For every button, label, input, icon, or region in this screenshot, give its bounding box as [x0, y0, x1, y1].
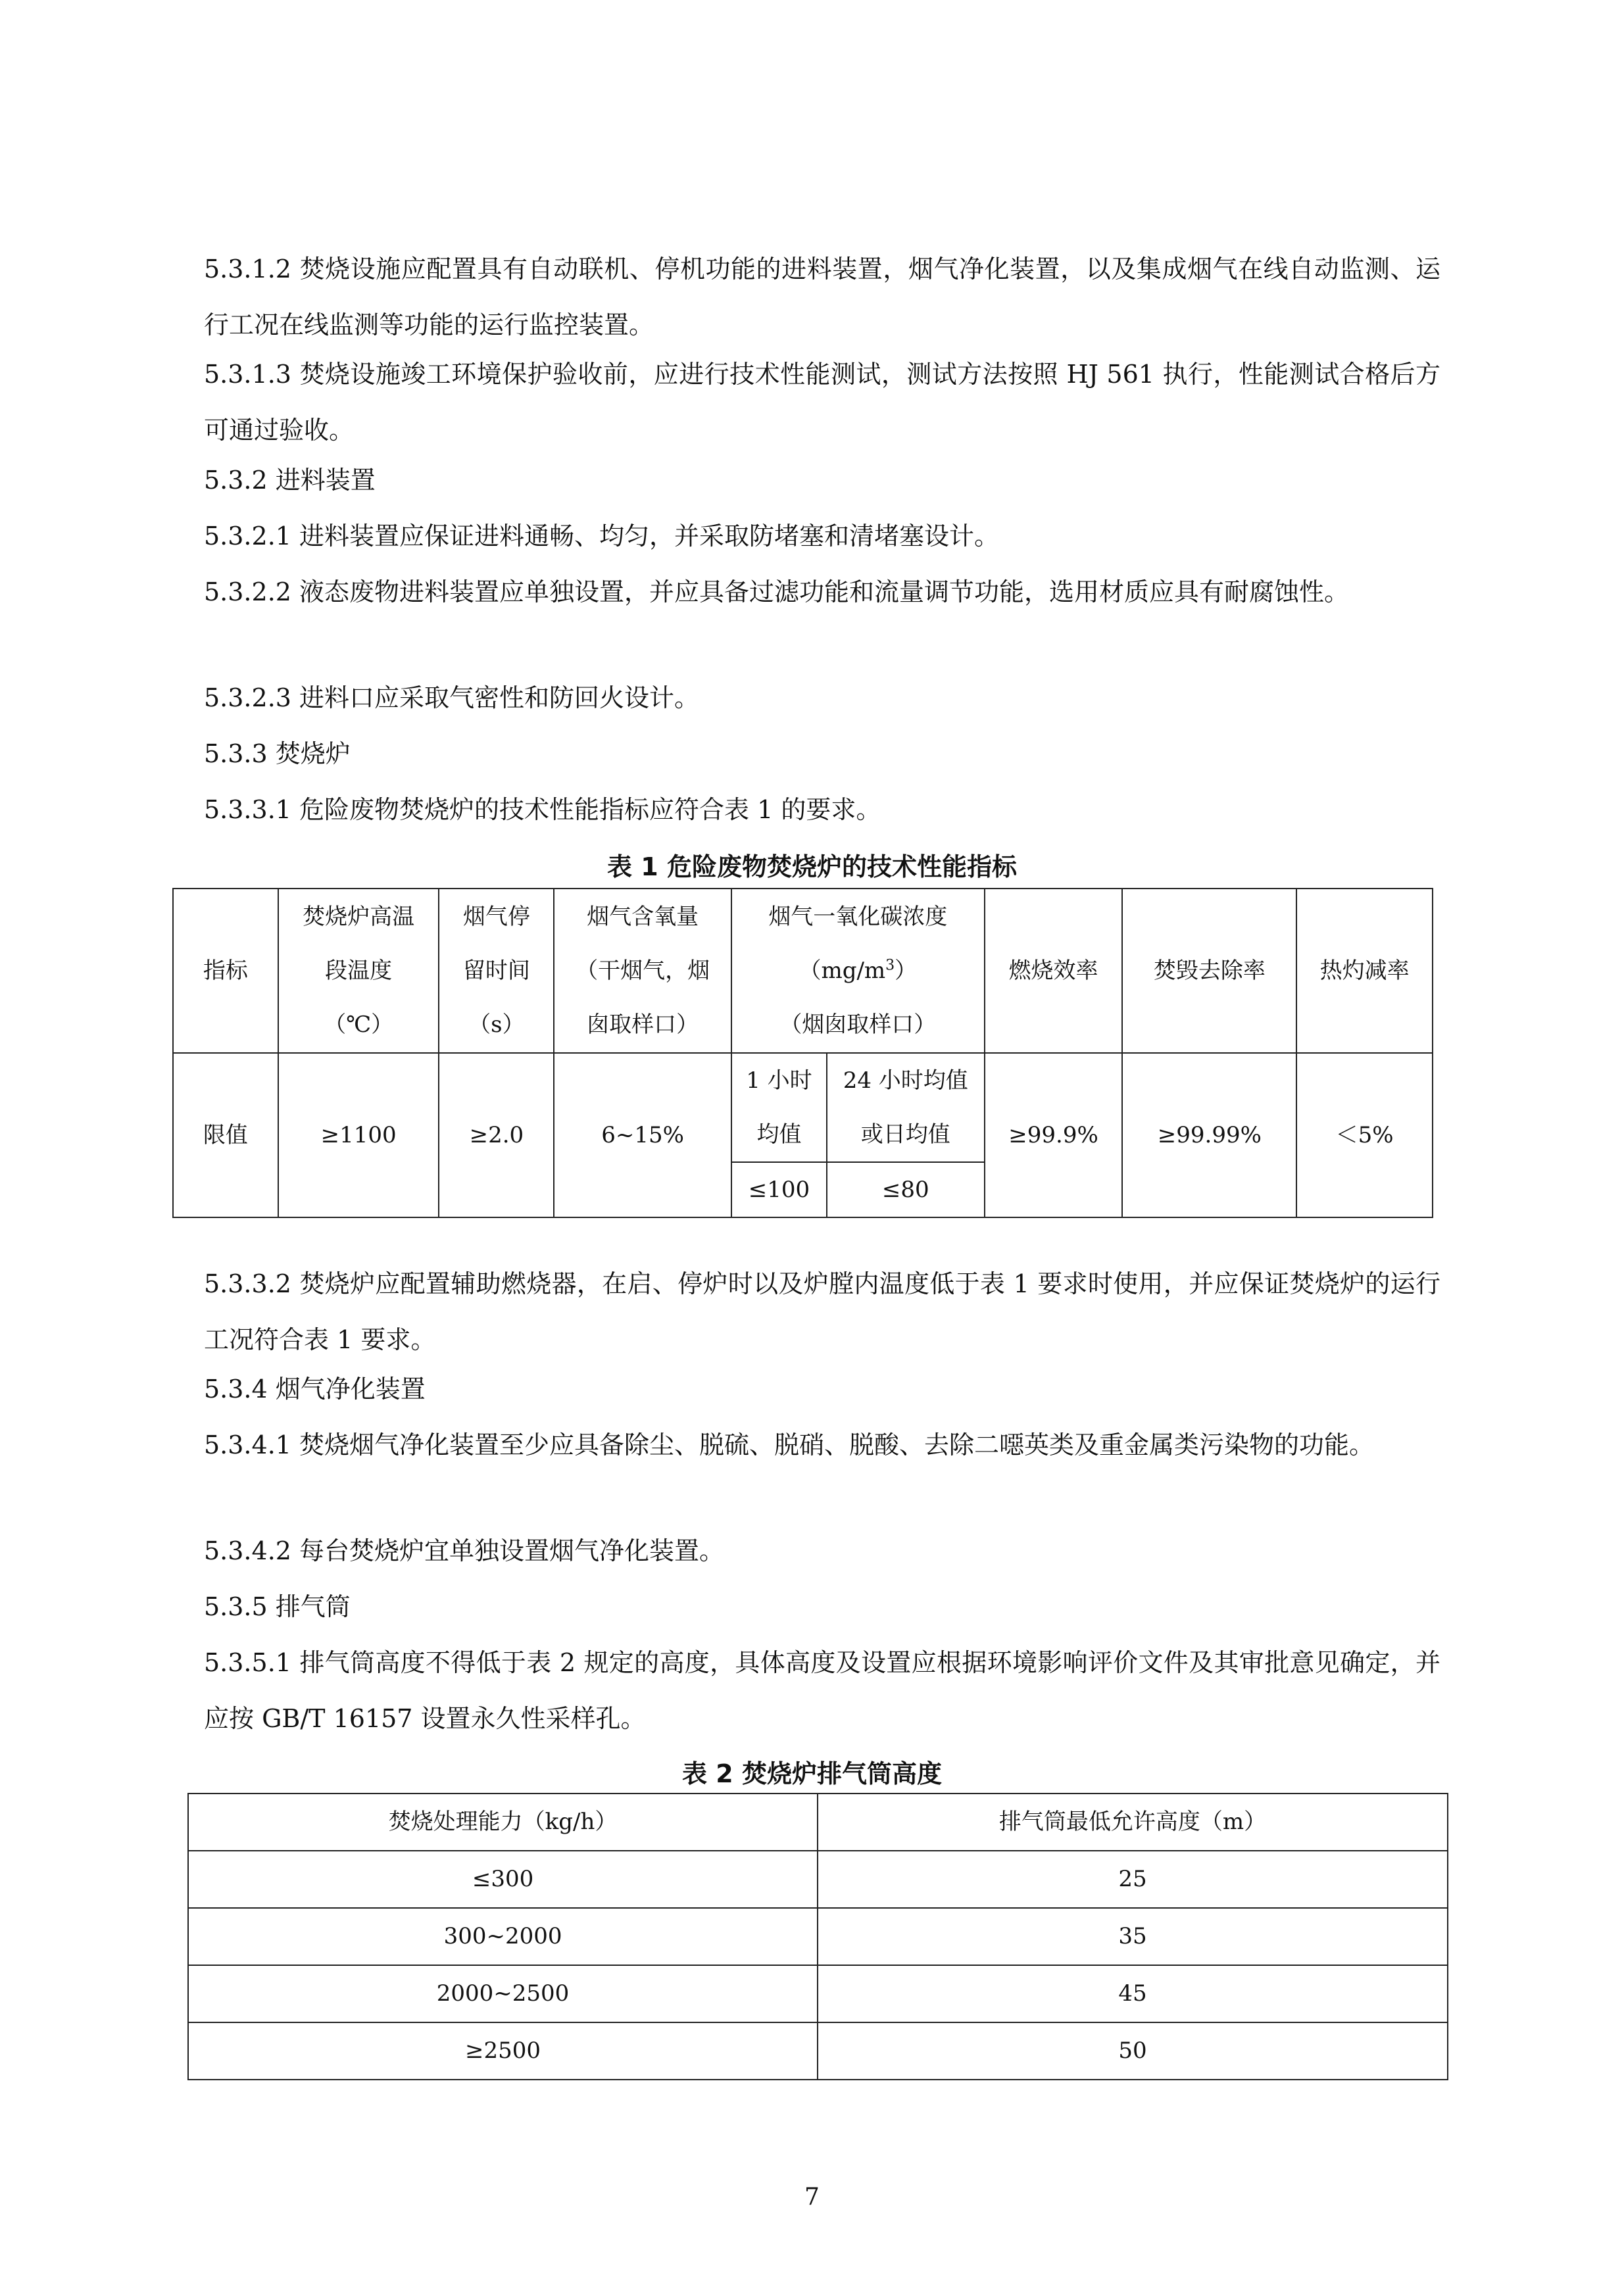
value-residence-time: ≥2.0 [439, 1053, 554, 1217]
header-temperature-line1: 焚烧炉高温 [303, 904, 415, 930]
header-capacity: 焚烧处理能力（kg/h） [188, 1794, 818, 1851]
heading-5-3-2: 5.3.2 进料装置 [204, 466, 376, 495]
table2-caption: 表 2 焚烧炉排气筒高度 [682, 1759, 942, 1788]
heading-5-3-3: 5.3.3 焚烧炉 [204, 739, 351, 768]
header-co-unit: （mg/m [799, 958, 886, 984]
header-oxygen-line1: 烟气含氧量 [587, 904, 699, 930]
capacity-cell: 300~2000 [188, 1908, 818, 1965]
paragraph-5-3-5-1: 5.3.5.1 排气筒高度不得低于表 2 规定的高度，具体高度及设置应根据环境影响评价文件及其审批意见确定，并应按 GB/T 16157 设置永久性采样孔。 [204, 1648, 1440, 1733]
value-combustion-efficiency: ≥99.9% [985, 1053, 1123, 1217]
paragraph-5-3-2-3: 5.3.2.3 进料口应采取气密性和防回火设计。 [204, 683, 700, 712]
subheader-1h-line1: 1 小时 [746, 1067, 812, 1094]
header-oxygen-line2: （干烟气，烟 [576, 958, 710, 984]
header-min-height: 排气筒最低允许高度（m） [818, 1794, 1448, 1851]
header-residence-time [439, 889, 554, 1053]
paragraph-5-3-4-1: 5.3.4.1 焚烧烟气净化装置至少应具备除尘、脱硫、脱硝、脱酸、去除二噁英类及重金属类污染物的功能。 [204, 1430, 1375, 1459]
paragraph-5-3-4-2: 5.3.4.2 每台焚烧炉宜单独设置烟气净化装置。 [204, 1536, 725, 1565]
table-row [188, 2022, 1448, 2080]
paragraph-5-3-3-1: 5.3.3.1 危险废物焚烧炉的技术性能指标应符合表 1 的要求。 [204, 795, 881, 824]
paragraph-5-3-3-2: 5.3.3.2 焚烧炉应配置辅助燃烧器，在启、停炉时以及炉膛内温度低于表 1 要求时使用，并应保证焚烧炉的运行工况符合表 1 要求。 [204, 1269, 1440, 1354]
table1-limit-row [173, 1053, 1433, 1162]
table1-caption: 表 1 危险废物焚烧炉的技术性能指标 [607, 852, 1017, 881]
table2-header-row [188, 1794, 1448, 1851]
value-destruction-removal: ≥99.99% [1122, 1053, 1296, 1217]
header-loss-on-ignition: 热灼减率 [1296, 889, 1433, 1053]
header-temperature-line3: （℃） [324, 1012, 394, 1038]
header-time-line1: 烟气停 [462, 904, 530, 930]
header-time-line3: （s） [468, 1012, 525, 1038]
height-cell: 25 [818, 1851, 1448, 1908]
row-label-limit: 限值 [173, 1053, 278, 1217]
capacity-cell: ≤300 [188, 1851, 818, 1908]
value-co-24h: ≤80 [827, 1162, 985, 1217]
height-cell: 35 [818, 1908, 1448, 1965]
heading-5-3-4: 5.3.4 烟气净化装置 [204, 1375, 426, 1404]
table-row [188, 1908, 1448, 1965]
subheader-1h-average [731, 1053, 827, 1162]
paragraph-5-3-2-2: 5.3.2.2 液态废物进料装置应单独设置，并应具备过滤功能和流量调节功能，选用材质应具有耐腐蚀性。 [204, 577, 1350, 606]
subheader-24h-line2: 或日均值 [860, 1121, 950, 1148]
subheader-24h-line1: 24 小时均值 [843, 1067, 968, 1094]
header-co-concentration [731, 889, 985, 1053]
height-cell: 45 [818, 1965, 1448, 2022]
header-time-line2: 留时间 [462, 958, 530, 984]
header-co-unit-close: ） [895, 958, 918, 984]
header-index: 指标 [173, 889, 278, 1053]
height-cell: 50 [818, 2022, 1448, 2080]
table1-header-row [173, 889, 1433, 1053]
value-loss-on-ignition: ＜5% [1296, 1053, 1433, 1217]
page-number: 7 [804, 2184, 820, 2211]
heading-5-3-5: 5.3.5 排气筒 [204, 1592, 351, 1621]
header-temperature-line2: 段温度 [325, 958, 393, 984]
table-row [188, 1965, 1448, 2022]
subheader-1h-line2: 均值 [756, 1121, 802, 1148]
value-temperature: ≥1100 [278, 1053, 439, 1217]
value-oxygen: 6~15% [554, 1053, 731, 1217]
capacity-cell: ≥2500 [188, 2022, 818, 2080]
table1-performance-indicators [172, 888, 1433, 1218]
paragraph-5-3-2-1: 5.3.2.1 进料装置应保证进料通畅、均匀，并采取防堵塞和清堵塞设计。 [204, 522, 1000, 550]
header-temperature [278, 889, 439, 1053]
subheader-24h-average [827, 1053, 985, 1162]
capacity-cell: 2000~2500 [188, 1965, 818, 2022]
header-co-line3: （烟囱取样口） [779, 1012, 937, 1038]
header-destruction-removal: 焚毁去除率 [1122, 889, 1296, 1053]
header-oxygen [554, 889, 731, 1053]
header-combustion-efficiency: 燃烧效率 [985, 889, 1123, 1053]
header-oxygen-line3: 囱取样口） [587, 1012, 699, 1038]
header-co-line1: 烟气一氧化碳浓度 [768, 904, 948, 930]
table2-stack-height [187, 1793, 1448, 2080]
header-co-line2 [732, 944, 984, 998]
value-co-1h: ≤100 [731, 1162, 827, 1217]
table-row [188, 1851, 1448, 1908]
paragraph-5-3-1-2: 5.3.1.2 焚烧设施应配置具有自动联机、停机功能的进料装置，烟气净化装置，以及集成烟气在线自动监测、运行工况在线监测等功能的运行监控装置。 [204, 255, 1440, 339]
paragraph-5-3-1-3: 5.3.1.3 焚烧设施竣工环境保护验收前，应进行技术性能测试，测试方法按照 HJ 561 执行，性能测试合格后方可通过验收。 [204, 360, 1440, 445]
header-co-unit-sup: 3 [885, 957, 895, 974]
